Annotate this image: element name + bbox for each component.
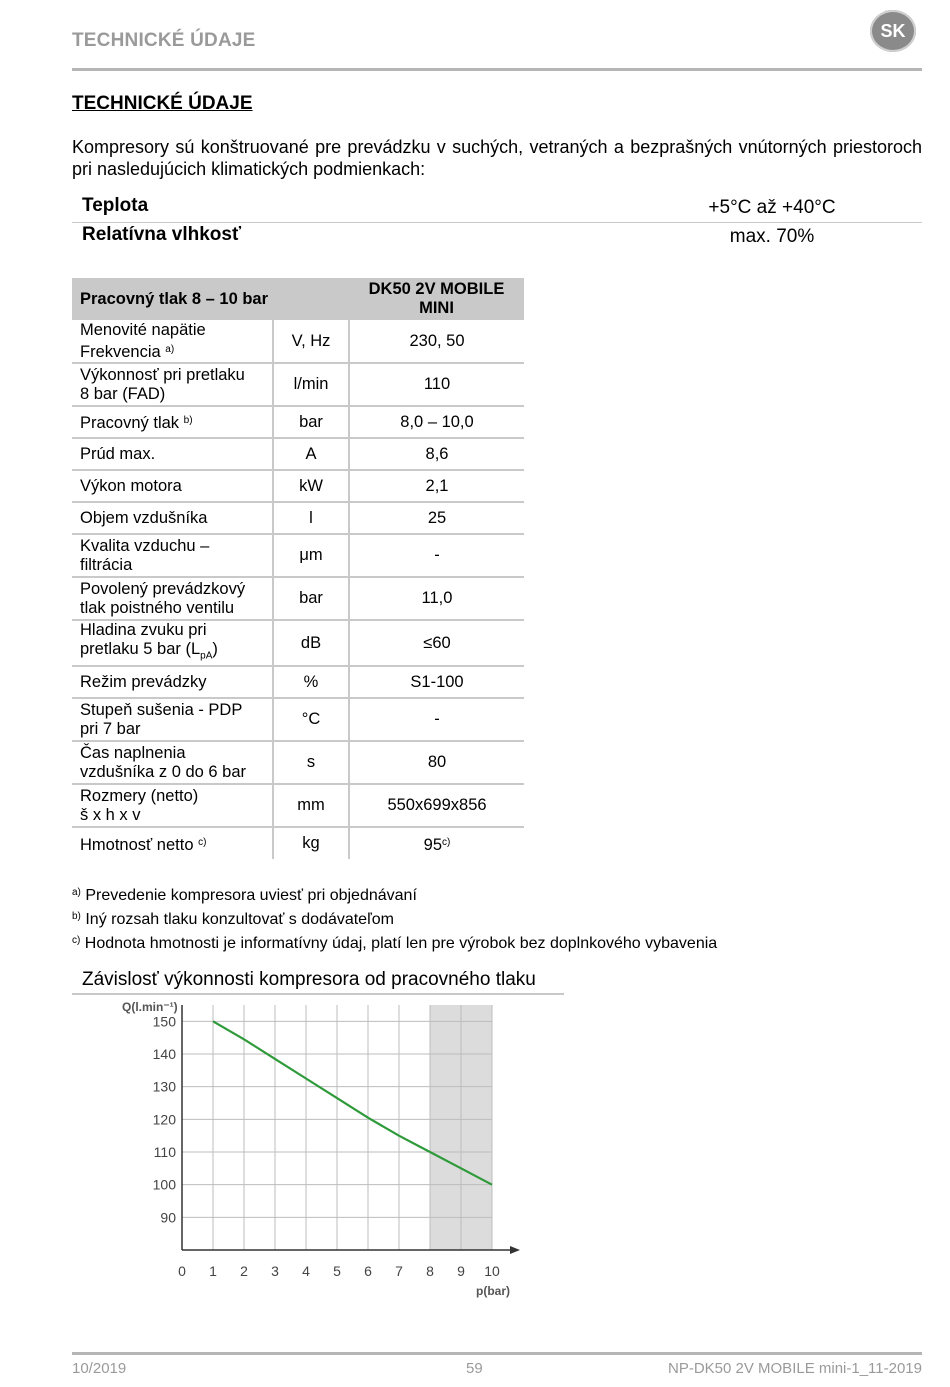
row-label: Kvalita vzduchu – filtrácia <box>72 534 273 577</box>
x-tick-label: 6 <box>364 1263 372 1279</box>
section-title: TECHNICKÉ ÚDAJE <box>72 93 253 114</box>
row-unit: bar <box>273 577 349 620</box>
row-unit: bar <box>273 406 349 438</box>
condition-row-humidity <box>72 224 922 252</box>
row-label: Výkonnosť pri pretlaku 8 bar (FAD) <box>72 363 273 406</box>
row-value: - <box>349 698 524 741</box>
footer-date: 10/2019 <box>72 1360 127 1377</box>
row-unit: mm <box>273 784 349 827</box>
row-label: Rozmery (netto) š x h x v <box>72 784 273 827</box>
row-value: 8,0 – 10,0 <box>349 406 524 438</box>
row-unit: % <box>273 666 349 698</box>
footer-page-number: 59 <box>466 1360 483 1377</box>
table-row <box>72 534 524 577</box>
row-label: Povolený prevádzkový tlak poistného ventilu <box>72 577 273 620</box>
x-tick-label: 5 <box>333 1263 341 1279</box>
row-label: Čas naplnenia vzdušníka z 0 do 6 bar <box>72 741 273 784</box>
row-unit: dB <box>273 620 349 666</box>
table-row <box>72 827 524 859</box>
table-row <box>72 438 524 470</box>
row-unit: kW <box>273 470 349 502</box>
row-value: ≤60 <box>349 620 524 666</box>
table-row <box>72 470 524 502</box>
chart-title: Závislosť výkonnosti kompresora od pracovného tlaku <box>82 969 536 990</box>
row-unit: V, Hz <box>273 320 349 363</box>
y-tick-label: 100 <box>152 1176 176 1193</box>
condition-value: +5°C až +40°C <box>708 197 836 218</box>
row-unit: °C <box>273 698 349 741</box>
table-row <box>72 363 524 406</box>
footnote: $^{a)}$ Prevedenie kompresora uviesť pri objednávaní <box>72 887 417 904</box>
y-tick-label: 150 <box>152 1013 176 1030</box>
row-value: 25 <box>349 502 524 534</box>
table-row <box>72 666 524 698</box>
row-value: 80 <box>349 741 524 784</box>
row-value: 11,0 <box>349 577 524 620</box>
row-value: S1-100 <box>349 666 524 698</box>
y-tick-label: 90 <box>160 1209 176 1226</box>
row-label: Režim prevádzky <box>72 666 273 698</box>
footer-document-id: NP-DK50 2V MOBILE mini-1_11-2019 <box>667 1360 922 1377</box>
x-tick-label: 3 <box>271 1263 279 1279</box>
y-axis-label: Q(l.min⁻¹) <box>122 1000 178 1014</box>
condition-label: Relatívna vlhkosť <box>82 224 242 245</box>
footer-rule <box>72 1352 922 1355</box>
row-unit: s <box>273 741 349 784</box>
table-row <box>72 406 524 438</box>
row-label: Objem vzdušníka <box>72 502 273 534</box>
row-value: 550x699x856 <box>349 784 524 827</box>
x-tick-label: 9 <box>457 1263 465 1279</box>
row-unit: l/min <box>273 363 349 406</box>
x-tick-label: 8 <box>426 1263 434 1279</box>
row-value: 230, 50 <box>349 320 524 363</box>
header-title: TECHNICKÉ ÚDAJE <box>72 30 256 51</box>
condition-value: max. 70% <box>729 226 815 247</box>
table-header-label: Pracovný tlak 8 – 10 bar <box>72 278 349 320</box>
row-label: Výkon motora <box>72 470 273 502</box>
footnote: $^{c)}$ Hodnota hmotnosti je informatívny údaj, platí len pre výrobok bez doplnkového vybavenia <box>72 935 718 952</box>
condition-divider <box>72 222 922 223</box>
table-row <box>72 620 524 666</box>
table-row <box>72 698 524 741</box>
y-tick-label: 140 <box>152 1046 176 1062</box>
language-badge: SK <box>870 10 916 52</box>
row-unit: A <box>273 438 349 470</box>
row-label: Menovité napätie Frekvencia $^{a)}$ <box>72 320 273 363</box>
row-label: Pracovný tlak $^{b)}$ <box>72 406 273 438</box>
x-tick-label: 4 <box>302 1263 310 1279</box>
table-row <box>72 577 524 620</box>
row-label: Prúd max. <box>72 438 273 470</box>
table-header-row <box>72 278 524 320</box>
table-row <box>72 502 524 534</box>
row-unit: kg <box>273 827 349 859</box>
row-value: 95$^{c)}$ <box>349 827 524 859</box>
condition-row-temperature <box>72 195 922 223</box>
table-header-model: DK50 2V MOBILE MINI <box>349 278 524 320</box>
row-unit: μm <box>273 534 349 577</box>
row-value: - <box>349 534 524 577</box>
y-tick-label: 110 <box>153 1144 176 1160</box>
table-row <box>72 741 524 784</box>
x-axis-arrow <box>510 1246 520 1254</box>
row-unit: l <box>273 502 349 534</box>
x-tick-label: 7 <box>395 1263 403 1279</box>
table-row <box>72 320 524 363</box>
x-tick-label: 10 <box>484 1263 500 1279</box>
row-value: 2,1 <box>349 470 524 502</box>
performance-chart <box>72 995 562 1305</box>
header-rule <box>72 68 922 71</box>
condition-label: Teplota <box>82 195 149 216</box>
row-label: Hmotnosť netto $^{c)}$ <box>80 835 207 854</box>
x-tick-label: 2 <box>240 1263 248 1279</box>
y-tick-label: 130 <box>152 1078 176 1095</box>
y-tick-label: 120 <box>152 1111 176 1128</box>
row-label: Hladina zvuku pri pretlaku 5 bar $(L_{pA})$ <box>72 620 273 666</box>
intro-paragraph: Kompresory sú konštruované pre prevádzku v suchých, vetraných a bezprašných vnútorných priestoroch pri nasledujúcich klimatických podmienkach: <box>72 137 922 179</box>
x-tick-label: 0 <box>178 1263 186 1279</box>
footnote: $^{b)}$ Iný rozsah tlaku konzultovať s dodávateľom <box>72 911 394 928</box>
spec-table <box>72 278 524 859</box>
row-label: Stupeň sušenia - PDP pri 7 bar <box>72 698 273 741</box>
row-value: 8,6 <box>349 438 524 470</box>
row-value: 110 <box>349 363 524 406</box>
table-row <box>72 784 524 827</box>
x-tick-label: 1 <box>209 1263 217 1279</box>
footnotes <box>72 882 717 954</box>
x-axis-label: p(bar) <box>476 1284 510 1298</box>
